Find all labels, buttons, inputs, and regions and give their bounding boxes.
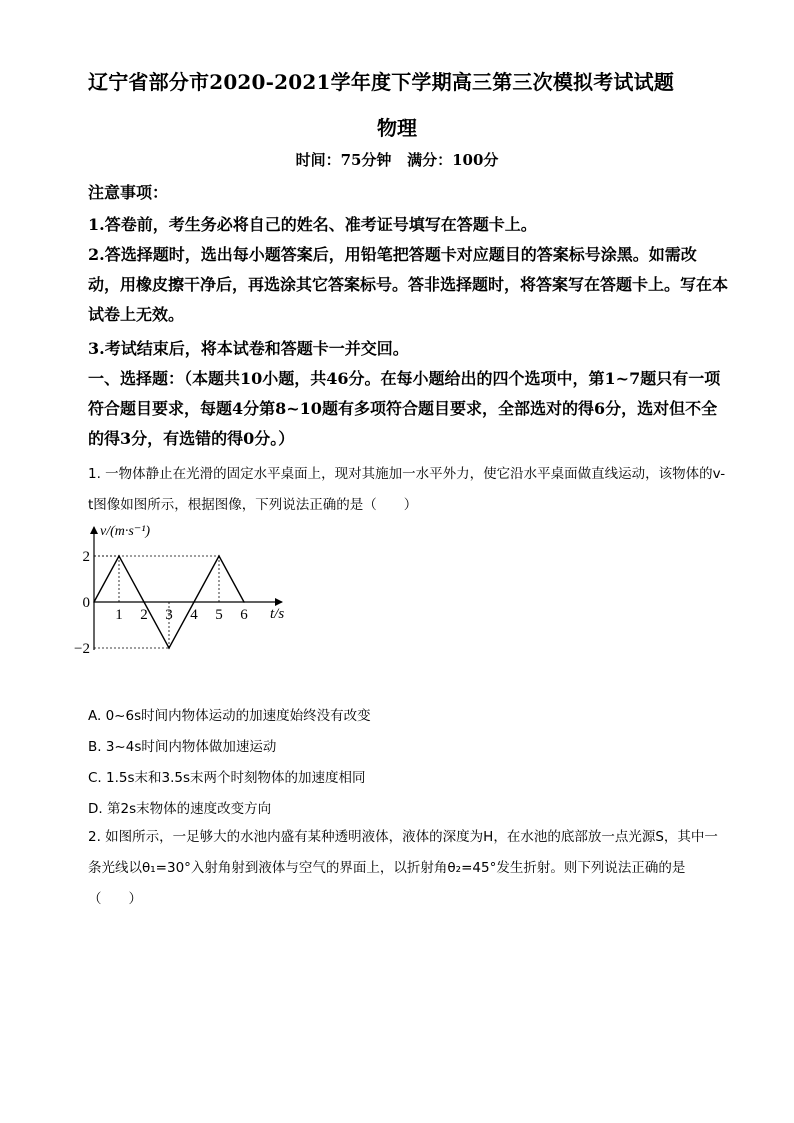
notes-heading: 注意事项：	[88, 183, 169, 202]
note-item-2: 2.答选择题时，选出每小题答案后，用铅笔把答题卡对应题目的答案标号涂黑。如需改动，用橡皮擦干净后，再选涂其它答案标号。答非选择题时，将答案写在答题卡上。写在本试卷上无效。	[88, 245, 729, 324]
question-1-option-b[interactable]: B. 3~4s时间内物体做加速运动	[88, 739, 277, 755]
question-1-option-c[interactable]: C. 1.5s末和3.5s末两个时刻物体的加速度相同	[88, 770, 366, 786]
data-point-1	[118, 555, 120, 557]
y-axis-label: v/(m·s⁻¹)	[100, 524, 151, 539]
y-tick-label-1: 0	[82, 595, 90, 611]
x-tick-label-1: 1	[115, 607, 123, 623]
question-1-option-a[interactable]: A. 0~6s时间内物体运动的加速度始终没有改变	[88, 708, 371, 724]
x-tick-label-3: 3	[165, 607, 173, 623]
note-item-3: 3.考试结束后，将本试卷和答题卡一并交回。	[88, 339, 409, 358]
data-point-4	[193, 601, 195, 603]
data-point-6	[243, 601, 245, 603]
x-tick-labels	[115, 607, 248, 623]
data-point-0	[93, 601, 95, 603]
x-tick-label-5: 5	[215, 607, 223, 623]
data-point-3	[168, 647, 170, 649]
y-tick-labels	[74, 549, 90, 657]
data-point-2	[143, 601, 145, 603]
question-2-stem: 2. 如图所示，一足够大的水池内盛有某种透明液体，液体的深度为H，在水池的底部放一点光源S，其中一条光线以θ₁=30°入射角射到液体与空气的界面上，以折射角θ₂=45°发生折射。则下列说法正确的是（ ）	[88, 829, 718, 907]
exam-title: 辽宁省部分市2020-2021学年度下学期高三第三次模拟考试试题	[88, 70, 675, 94]
question-1-stem: 1. 一物体静止在光滑的固定水平桌面上，现对其施加一水平外力，使它沿水平桌面做直线运动，该物体的v-t图像如图所示，根据图像，下列说法正确的是（ ）	[88, 466, 726, 513]
x-tick-label-2: 2	[140, 607, 148, 623]
x-tick-label-4: 4	[190, 607, 198, 623]
time-info: 时间：75分钟 满分：100分	[295, 151, 499, 169]
x-tick-label-6: 6	[240, 607, 248, 623]
y-tick-label-2: −2	[74, 641, 90, 657]
note-item-1: 1.答卷前，考生务必将自己的姓名、准考证号填写在答题卡上。	[88, 215, 537, 234]
section-heading: 一、选择题：（本题共10小题，共46分。在每小题给出的四个选项中，第1~7题只有一项符合题目要求，每题4分第8~10题有多项符合题目要求，全部选对的得6分，选对但不全的得3分，有选错的得0分。）	[88, 369, 721, 448]
subject-title: 物理	[377, 116, 417, 140]
y-tick-label-0: 2	[82, 549, 90, 565]
question-1-option-d[interactable]: D. 第2s末物体的速度改变方向	[88, 801, 272, 817]
data-point-5	[218, 555, 220, 557]
vt-chart	[60, 515, 300, 665]
x-axis-label: t/s	[270, 606, 285, 622]
